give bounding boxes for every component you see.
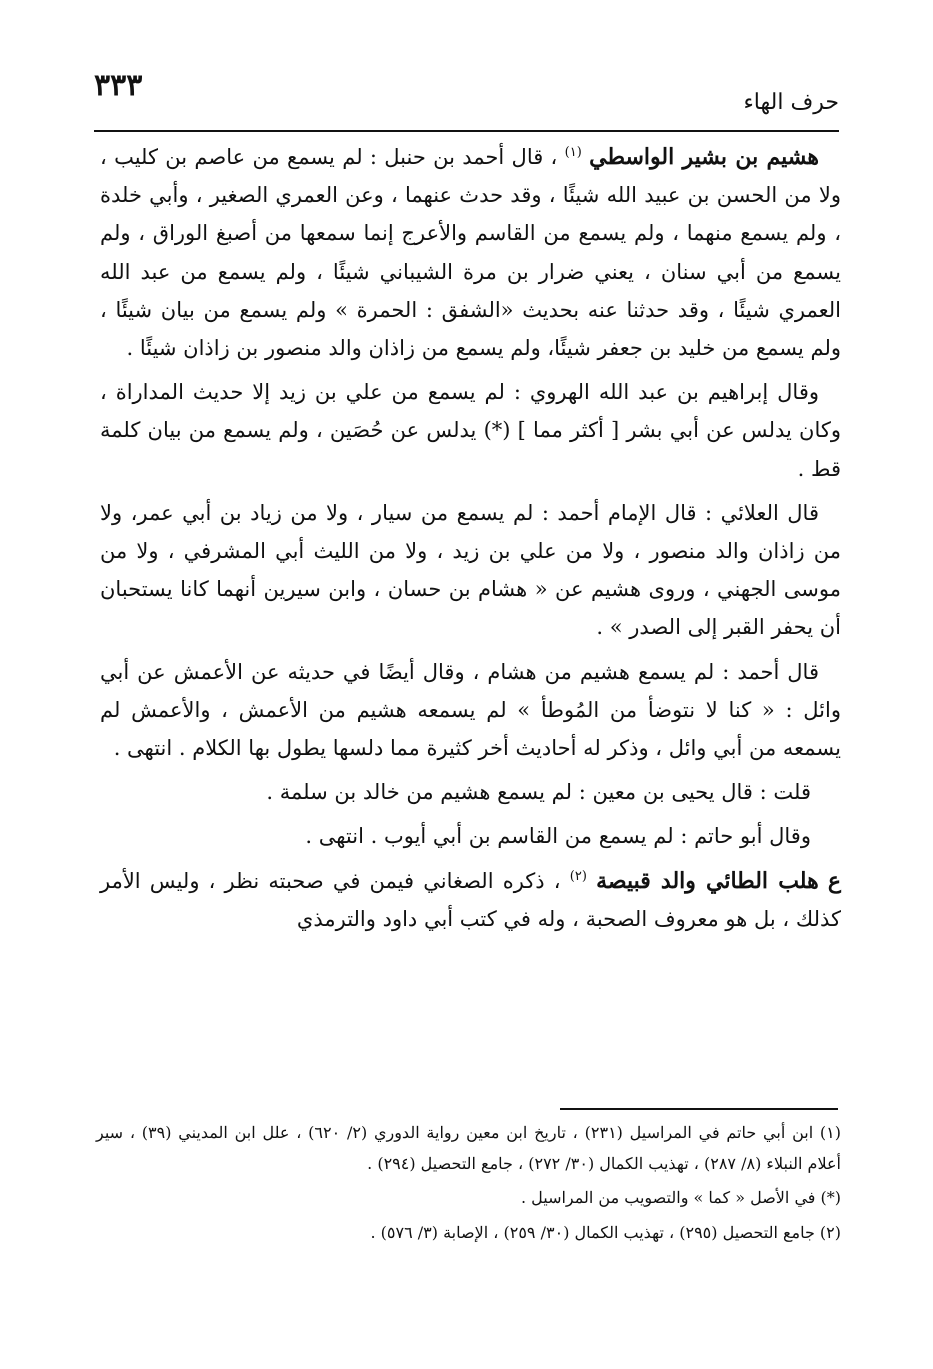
footnote-ref: (٢) xyxy=(569,868,587,884)
footnote: (١) ابن أبي حاتم في المراسيل (٢٣١) ، تاريخ ابن معين رواية الدوري (٢/ ٦٢٠) ، علل ابن المديني (٣٩) ، سير أعلام النبلاء (٨/ ٢٨٧) ، تهذيب الكمال (٣٠/ ٢٧٢) ، جامع التحصيل (٢٩٤) . xyxy=(96,1123,842,1173)
entry-prefix: ع xyxy=(827,867,841,894)
paragraph: وقال أبو حاتم : لم يسمع من القاسم بن أبي أيوب . انتهى . xyxy=(305,824,811,849)
paragraph: قال أحمد : لم يسمع هشيم من هشام ، وقال أيضًا في حديثه عن الأعمش عن أبي وائل : « كنا لا نتوضأ من المُوطأ » لم يسمعه هشيم من الأعمش ، والأعمش لم يسمعه من أبي وائل ، وذكر له أحاديث أخر كثيرة مما دلسها يطول بها الكلام . انتهى . xyxy=(100,659,841,761)
footnote-rule xyxy=(560,1108,838,1110)
entry-hushaym xyxy=(100,138,841,367)
paragraph: قال العلائي : قال الإمام أحمد : لم يسمع من سيار ، ولا من زياد بن أبي عمر، ولا من زاذان والد منصور ، ولا من علي بن زيد ، ولا من الليث أبي المشرفي ، ولا من موسى الجهني ، وروى هشيم عن « هشام بن حسان ، وابن سيرين أنهما كانا يستحبان أن يحفر القبر إلى الصدر » . xyxy=(100,500,841,640)
footnote-ref: (١) xyxy=(564,145,582,160)
footnote: (٢) جامع التحصيل (٢٩٥) ، تهذيب الكمال (٣٠/ ٢٥٩) ، الإصابة (٣/ ٥٧٦) . xyxy=(370,1222,841,1242)
footnote: (*) في الأصل « كما » والتصويب من المراسيل . xyxy=(520,1188,841,1207)
entry-text: ، قال أحمد بن حنبل : لم يسمع من عاصم بن كليب ، ولا من الحسن بن عبيد الله شيئًا ، وقد حدث عنهما ، وعن العمري الصغير ، وأبي خلدة ، ولم يسمع منهما ، ولم يسمع من القاسم والأعرج إنما سمعها من أصبغ الوراق ، ولم يسمع من أبي سنان ، يعني ضرار بن مرة الشيباني شيئًا ، ولم يسمع من عبد الله العمري شيئًا ، وقد حدثنا عنه بحديث «الشفق : الحمرة » ولم يسمع من بيان شيئًا ، ولم يسمع من خليد بن جعفر شيئًا، ولم يسمع من زاذان والد منصور بن زاذان شيئًا . xyxy=(100,145,841,361)
page-header xyxy=(94,60,839,130)
entry-heading: هلب الطائي والد قبيصة xyxy=(596,867,819,894)
paragraph: وقال إبراهيم بن عبد الله الهروي : لم يسمع من علي بن زيد إلا حديث المداراة ، وكان يدلس عن أبي بشر [ أكثر مما ] (*) يدلس عن حُصَين ، ولم يسمع من بيان كلمة قط . xyxy=(100,380,841,481)
entry-heading: هشيم بن بشير الواسطي xyxy=(589,144,819,170)
page-number: ٣٣٣ xyxy=(94,68,143,103)
entry-hulb xyxy=(100,862,841,938)
entry-text: ، ذكره الصغاني فيمن في صحبته نظر ، وليس الأمر كذلك ، بل هو معروف الصحبة ، وله في كتب أبي داود والترمذي xyxy=(100,868,841,931)
main-text xyxy=(100,138,841,944)
footnotes xyxy=(96,1118,841,1252)
paragraph: قلت : قال يحيى بن معين : لم يسمع هشيم من خالد بن سلمة . xyxy=(266,780,811,805)
header-rule xyxy=(94,130,839,132)
running-head: حرف الهاء xyxy=(743,90,839,115)
